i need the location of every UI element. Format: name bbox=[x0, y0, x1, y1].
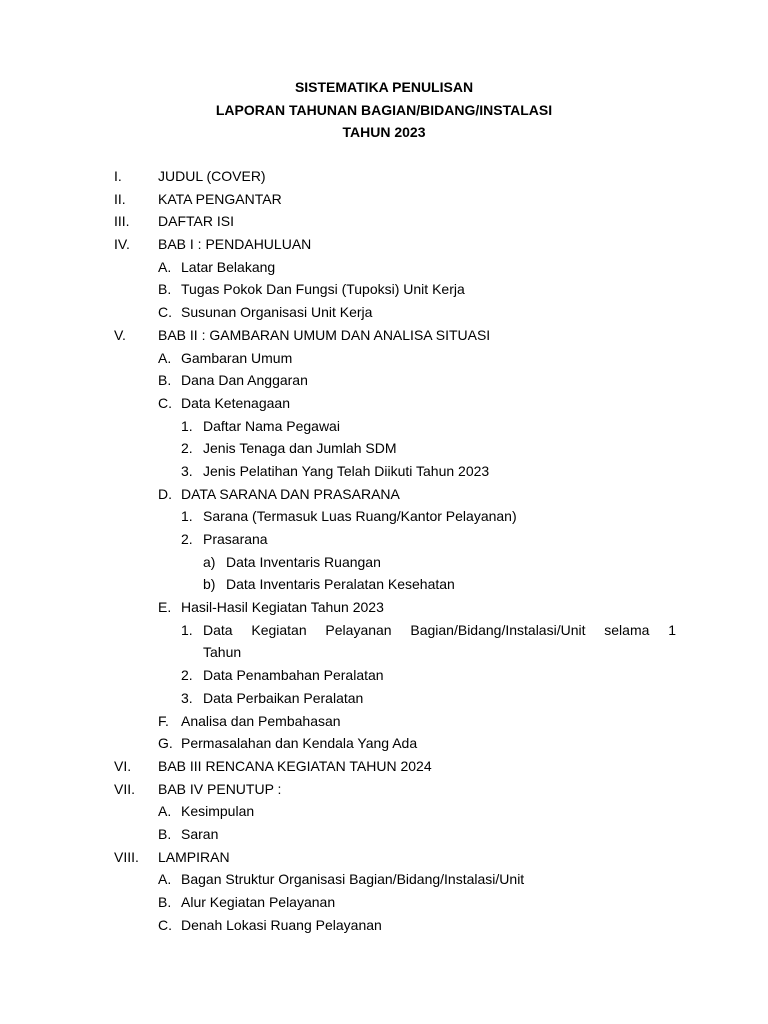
toc-text: Alur Kegiatan Pelayanan bbox=[181, 894, 336, 910]
toc-subitem-v-d-1 bbox=[0, 505, 768, 528]
toc-text: JUDUL (COVER) bbox=[158, 168, 266, 184]
toc-subitem-viii-c bbox=[0, 914, 768, 937]
toc-number: D. bbox=[158, 485, 172, 502]
toc-word: Data bbox=[203, 621, 233, 638]
toc-number: III. bbox=[114, 213, 130, 230]
toc-subitem-v-c bbox=[0, 392, 768, 415]
toc-number: A. bbox=[158, 803, 172, 820]
header-subtitle: LAPORAN TAHUNAN BAGIAN/BIDANG/INSTALASI bbox=[215, 101, 553, 118]
toc-subitem-viii-b bbox=[0, 891, 768, 914]
toc-number: b) bbox=[203, 576, 216, 593]
toc-word: Kegiatan bbox=[251, 621, 307, 638]
toc-word: Bagian/Bidang/Instalasi/Unit bbox=[410, 621, 586, 638]
toc-number: 2. bbox=[181, 440, 193, 457]
toc-subitem-v-c-2 bbox=[0, 437, 768, 460]
toc-number: 1. bbox=[181, 417, 193, 434]
toc-item-i bbox=[0, 165, 768, 188]
header-title: SISTEMATIKA PENULISAN bbox=[294, 79, 474, 95]
toc-number: A. bbox=[158, 258, 172, 275]
toc-text: Jenis Pelatihan Yang Telah Diikuti Tahun 2023 bbox=[203, 462, 490, 479]
toc-text: BAB IV PENUTUP : bbox=[158, 780, 282, 797]
toc-text: Daftar Nama Pegawai bbox=[203, 417, 340, 434]
toc-text: DATA SARANA DAN PRASARANA bbox=[181, 485, 400, 502]
toc-text: Hasil-Hasil Kegiatan Tahun 2023 bbox=[181, 599, 384, 616]
toc-text: Kesimpulan bbox=[181, 803, 255, 820]
toc-text: LAMPIRAN bbox=[158, 848, 230, 865]
table-of-contents bbox=[0, 165, 768, 936]
toc-number: 1. bbox=[181, 621, 193, 638]
toc-number: B. bbox=[158, 372, 172, 389]
toc-number: E. bbox=[158, 599, 172, 616]
toc-text: KATA PENGANTAR bbox=[158, 190, 282, 207]
toc-number: 1. bbox=[181, 508, 193, 525]
toc-number: VIII. bbox=[114, 848, 139, 865]
toc-number: C. bbox=[158, 916, 172, 933]
toc-number: C. bbox=[158, 304, 172, 321]
toc-text: Analisa dan Pembahasan bbox=[181, 712, 341, 729]
toc-item-iii bbox=[0, 210, 768, 233]
toc-text: BAB II : GAMBARAN UMUM DAN ANALISA SITUASI bbox=[158, 326, 491, 343]
toc-text: DAFTAR ISI bbox=[158, 213, 234, 230]
toc-text: Permasalahan dan Kendala Yang Ada bbox=[181, 735, 418, 752]
toc-number: II. bbox=[114, 190, 126, 207]
toc-number: 2. bbox=[181, 531, 193, 547]
toc-number: G. bbox=[158, 735, 173, 752]
toc-subitem-v-d bbox=[0, 483, 768, 506]
toc-text: Denah Lokasi Ruang Pelayanan bbox=[181, 916, 382, 933]
toc-subitem-v-b bbox=[0, 369, 768, 392]
toc-text: Prasarana bbox=[203, 531, 268, 547]
toc-subitem-v-a bbox=[0, 347, 768, 370]
toc-subitem-iv-c bbox=[0, 301, 768, 324]
toc-text: Tahun bbox=[203, 644, 242, 661]
toc-text: Tugas Pokok Dan Fungsi (Tupoksi) Unit Kerja bbox=[181, 281, 465, 298]
toc-subitem-v-d-2 bbox=[0, 528, 768, 551]
toc-subitem-vii-b bbox=[0, 823, 768, 846]
toc-number: 3. bbox=[181, 689, 193, 706]
toc-subitem-v-d-2-b bbox=[0, 573, 768, 596]
toc-subitem-v-g bbox=[0, 732, 768, 755]
toc-number: F. bbox=[158, 712, 169, 729]
toc-subitem-v-f bbox=[0, 710, 768, 733]
toc-item-v bbox=[0, 324, 768, 347]
toc-subitem-viii-a bbox=[0, 868, 768, 891]
toc-text: Saran bbox=[181, 825, 219, 842]
toc-subitem-v-e-1-continuation bbox=[0, 641, 768, 664]
toc-text: Data Perbaikan Peralatan bbox=[203, 689, 364, 706]
toc-subitem-v-e-1 bbox=[0, 619, 768, 642]
toc-number: V. bbox=[114, 326, 126, 343]
toc-number: B. bbox=[158, 281, 172, 298]
toc-item-vii bbox=[0, 778, 768, 801]
toc-number: B. bbox=[158, 894, 172, 910]
toc-text: Bagan Struktur Organisasi Bagian/Bidang/Instalasi/Unit bbox=[181, 871, 525, 888]
toc-number: 3. bbox=[181, 462, 193, 479]
toc-text: Data Penambahan Peralatan bbox=[203, 667, 384, 684]
toc-number: A. bbox=[158, 871, 172, 888]
toc-subitem-v-d-2-a bbox=[0, 551, 768, 574]
toc-text: Sarana (Termasuk Luas Ruang/Kantor Pelayanan) bbox=[203, 508, 517, 525]
toc-subitem-v-e bbox=[0, 596, 768, 619]
toc-text: Dana Dan Anggaran bbox=[181, 372, 308, 389]
toc-text: Latar Belakang bbox=[181, 258, 276, 275]
toc-number: a) bbox=[203, 553, 216, 570]
toc-subitem-v-e-3 bbox=[0, 687, 768, 710]
toc-number: IV. bbox=[114, 236, 130, 253]
toc-word: 1 bbox=[668, 621, 676, 638]
toc-subitem-v-c-1 bbox=[0, 415, 768, 438]
toc-text: Data Inventaris Ruangan bbox=[226, 553, 381, 570]
toc-number: VI. bbox=[114, 757, 132, 774]
toc-item-viii bbox=[0, 846, 768, 869]
toc-number: B. bbox=[158, 825, 172, 842]
toc-number: I. bbox=[114, 168, 122, 184]
toc-subitem-iv-b bbox=[0, 278, 768, 301]
toc-number: 2. bbox=[181, 667, 193, 684]
document-header bbox=[0, 76, 768, 144]
toc-subitem-v-e-2 bbox=[0, 664, 768, 687]
toc-text: Susunan Organisasi Unit Kerja bbox=[181, 304, 373, 321]
toc-text: Jenis Tenaga dan Jumlah SDM bbox=[203, 440, 397, 457]
toc-text: BAB III RENCANA KEGIATAN TAHUN 2024 bbox=[158, 757, 432, 774]
toc-number: VII. bbox=[114, 780, 136, 797]
toc-item-vi bbox=[0, 755, 768, 778]
toc-word: Pelayanan bbox=[325, 621, 392, 638]
toc-text: Data Inventaris Peralatan Kesehatan bbox=[226, 576, 455, 593]
toc-text: Data Ketenagaan bbox=[181, 394, 290, 411]
toc-word: selama bbox=[604, 621, 650, 638]
toc-text: BAB I : PENDAHULUAN bbox=[158, 236, 312, 253]
toc-number: C. bbox=[158, 394, 172, 411]
header-year: TAHUN 2023 bbox=[342, 124, 426, 140]
toc-subitem-iv-a bbox=[0, 256, 768, 279]
toc-text-justified bbox=[203, 619, 676, 642]
toc-subitem-v-c-3 bbox=[0, 460, 768, 483]
toc-subitem-vii-a bbox=[0, 800, 768, 823]
toc-item-ii bbox=[0, 188, 768, 211]
toc-text: Gambaran Umum bbox=[181, 349, 293, 366]
toc-number: A. bbox=[158, 349, 172, 366]
toc-item-iv bbox=[0, 233, 768, 256]
